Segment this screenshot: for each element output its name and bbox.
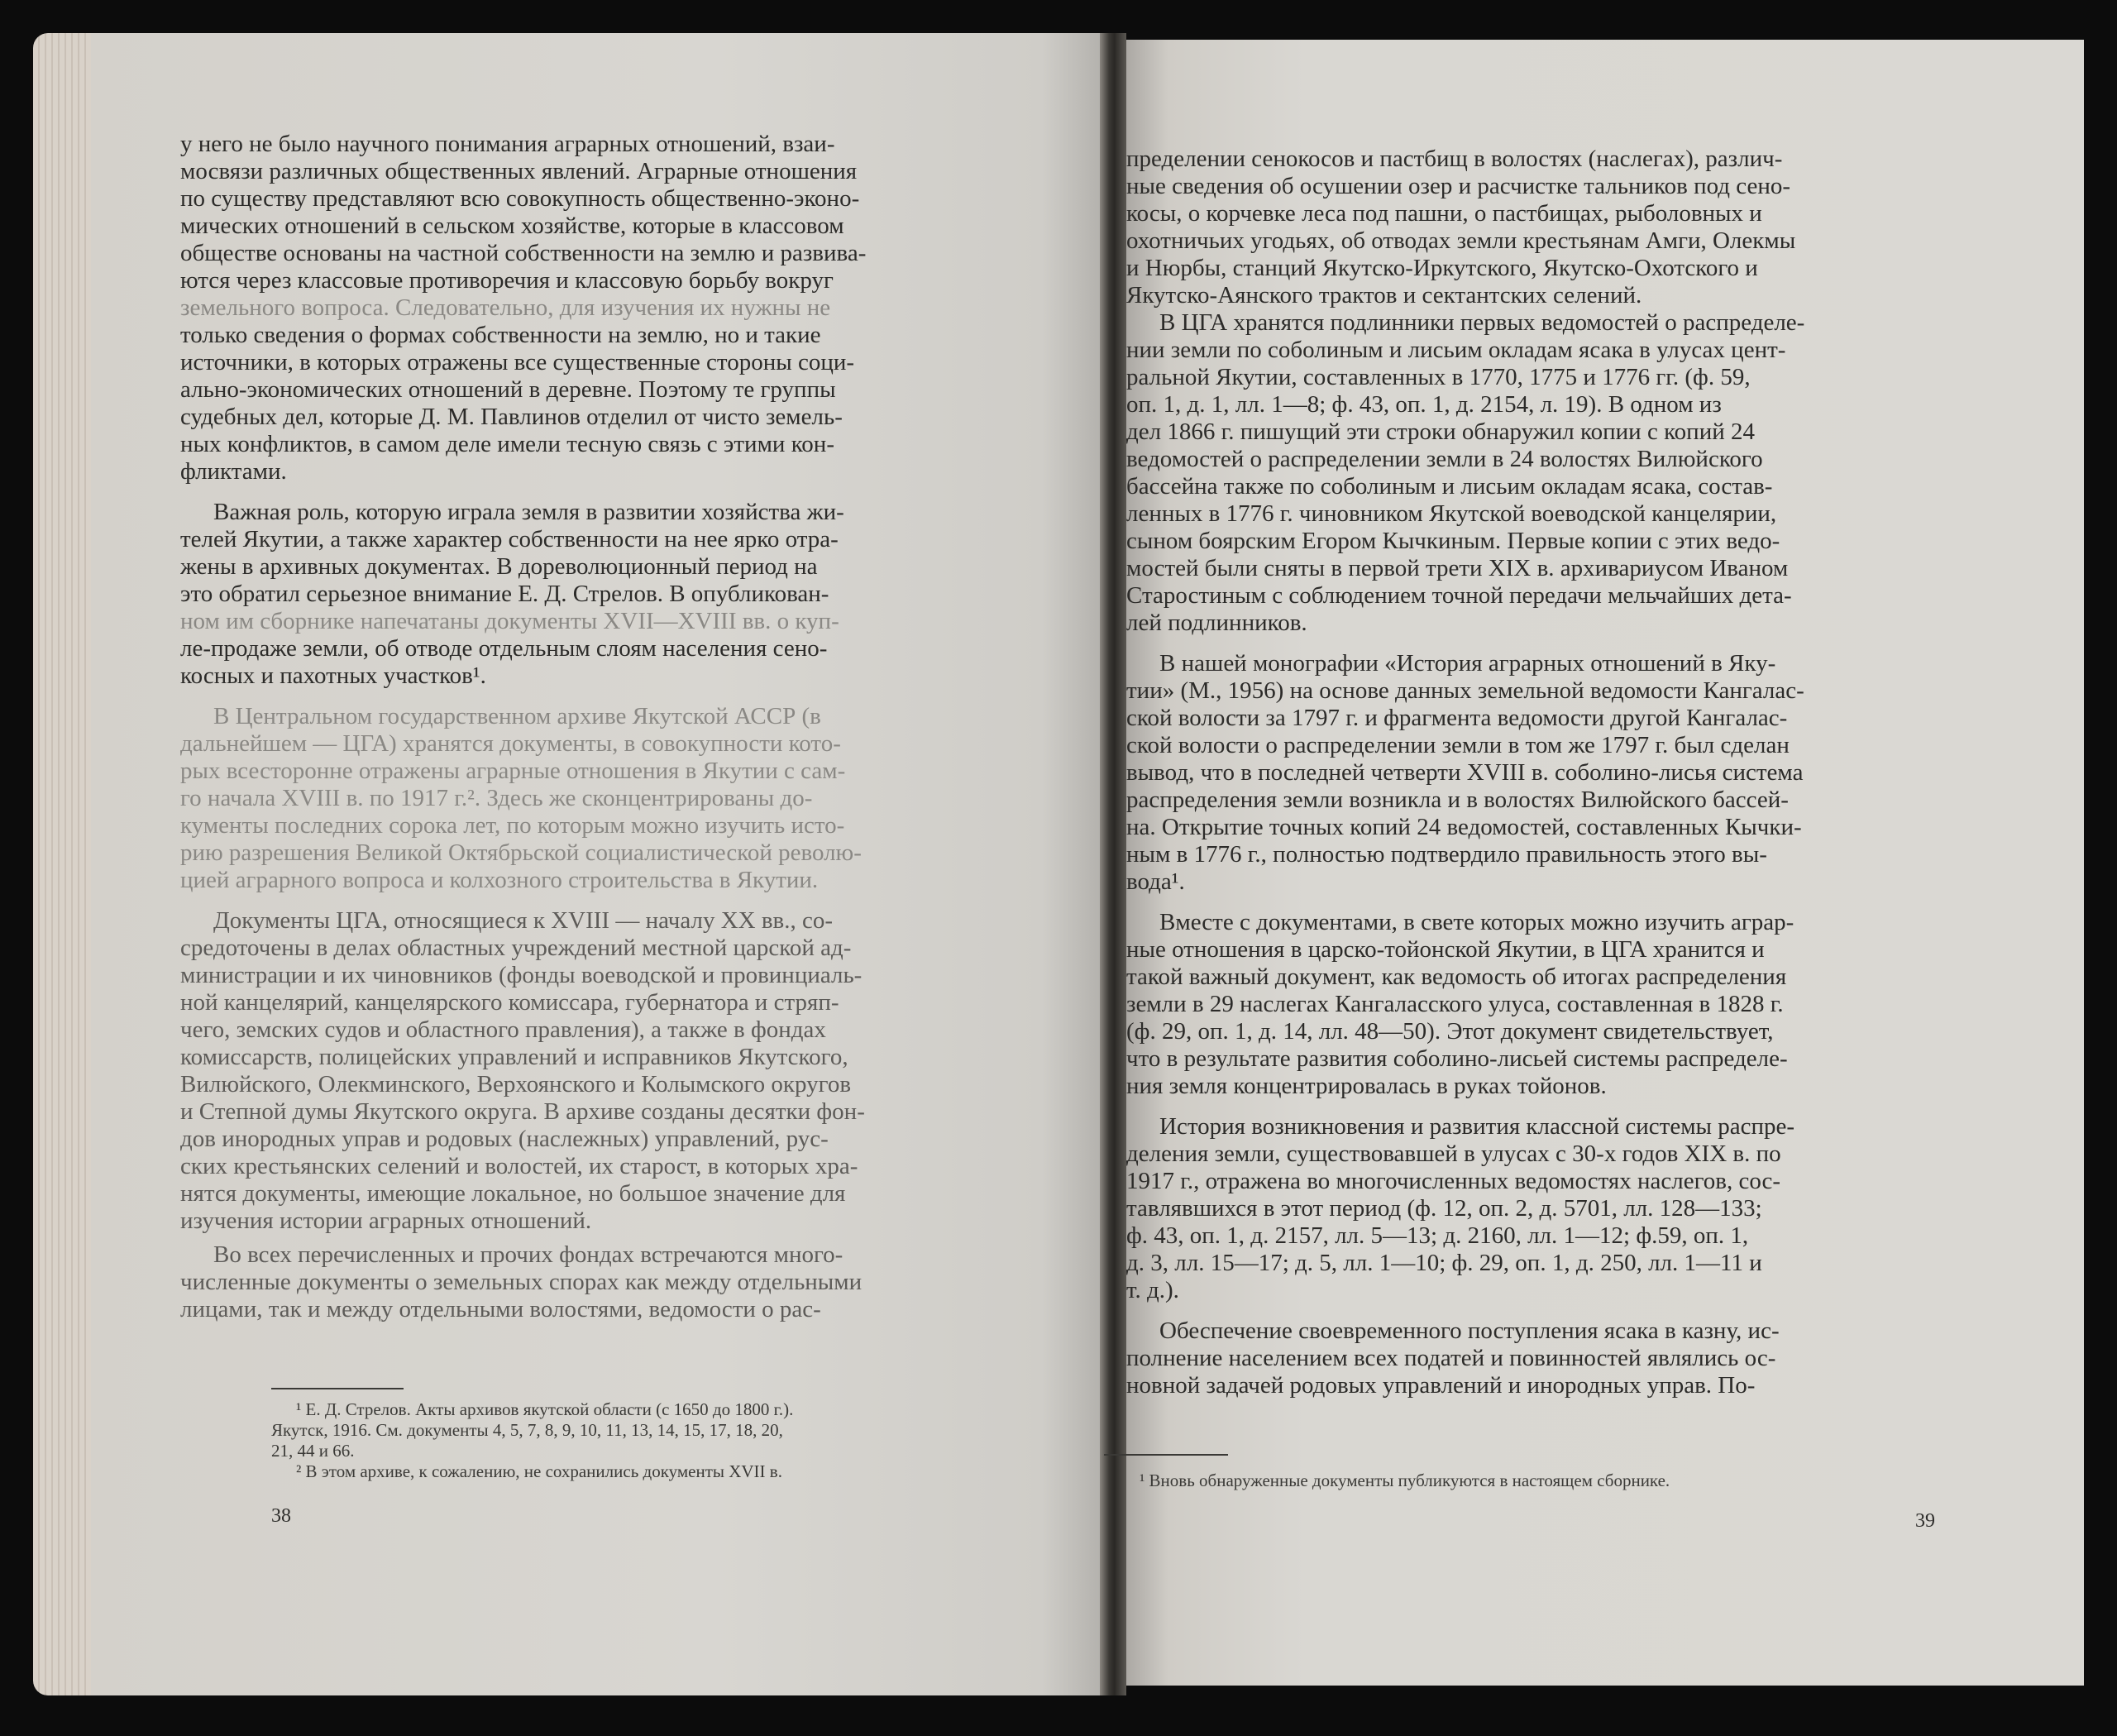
text-line: ф. 43, оп. 1, д. 2157, лл. 5—13; д. 2160, лл. 1—12; ф.59, оп. 1,	[1126, 1222, 1749, 1249]
text-line: комиссарств, полицейских управлений и исправников Якутского,	[180, 1044, 848, 1070]
text-line: и Нюрбы, станций Якутско-Иркутского, Якутско-Охотского и	[1126, 255, 1758, 281]
text-line: источники, в которых отражены все существенные стороны соци-	[180, 349, 855, 375]
text-line: судебных дел, которые Д. М. Павлинов отделил от чисто земель-	[180, 404, 843, 430]
text-line: мосвязи различных общественных явлений. Аграрные отношения	[180, 158, 858, 184]
text-line: мических отношений в сельском хозяйстве, которые в классовом	[180, 213, 844, 239]
text-line: охотничьих угодьях, об отводах земли крестьянам Амги, Олекмы	[1126, 227, 1796, 254]
text-line: ской волости о распределении земли в том же 1797 г. был сделан	[1126, 732, 1790, 758]
text-line: Якутско-Аянского трактов и сектантских селений.	[1126, 282, 1642, 308]
text-line: лей подлинников.	[1126, 610, 1307, 636]
text-line: Важная роль, которую играла земля в развитии хозяйства жи-	[213, 499, 844, 525]
text-line: новной задачей родовых управлений и инородных управ. По-	[1126, 1372, 1756, 1399]
text-line: жены в архивных документах. В дореволюционный период на	[180, 553, 818, 580]
footnote-line: 21, 44 и 66.	[271, 1441, 355, 1461]
text-line: ведомостей о распределении земли в 24 волостях Вилюйского	[1126, 446, 1763, 472]
text-line: численные документы о земельных спорах как между отдельными	[180, 1269, 863, 1295]
text-line: чего, земских судов и областного правления), а также в фондах	[180, 1016, 826, 1043]
text-line: нятся документы, имеющие локальное, но большое значение для	[180, 1180, 846, 1207]
text-line: ные отношения в царско-тойонской Якутии, в ЦГА хранится и	[1126, 936, 1765, 963]
footnote-line: ¹ Е. Д. Стрелов. Акты архивов якутской области (с 1650 до 1800 г.).	[296, 1399, 794, 1419]
text-line: ле-продаже земли, об отводе отдельным слоям населения сено-	[180, 635, 828, 662]
text-line: фликтами.	[180, 458, 287, 485]
text-line: рию разрешения Великой Октябрьской социалистической револю-	[180, 839, 862, 866]
text-line: В ЦГА хранятся подлинники первых ведомостей о распределе-	[1159, 309, 1805, 336]
page-number: 38	[271, 1505, 291, 1527]
text-line: по существу представляют всю совокупность общественно-эконо-	[180, 185, 860, 212]
text-line: тии» (М., 1956) на основе данных земельной ведомости Кангалас-	[1126, 677, 1804, 704]
text-line: ской волости за 1797 г. и фрагмента ведомости другой Кангалас-	[1126, 705, 1788, 731]
text-line: это обратил серьезное внимание Е. Д. Стрелов. В опубликован-	[180, 581, 829, 607]
text-line: ной канцелярий, канцелярского комиссара, губернатора и стряп-	[180, 989, 839, 1016]
text-line: ном им сборнике напечатаны документы XVII—XVIII вв. о куп-	[180, 608, 839, 634]
page-number: 39	[1915, 1510, 1935, 1532]
text-line: лицами, так и между отдельными волостями, ведомости о рас-	[180, 1296, 821, 1322]
text-line: ным в 1776 г., полностью подтвердило правильность этого вы-	[1126, 841, 1767, 868]
right-page-body	[1126, 146, 2052, 1399]
text-line: косы, о корчевке леса под пашни, о пастбищах, рыболовных и	[1126, 200, 1762, 227]
text-line: рых всесторонне отражены аграрные отношения в Якутии с сам-	[180, 758, 846, 784]
text-line: дальнейшем — ЦГА) хранятся документы, в совокупности кото-	[180, 730, 841, 757]
text-line: у него не было научного понимания аграрных отношений, взаи-	[180, 131, 835, 157]
left-page-body	[180, 131, 1111, 1323]
text-line: ленных в 1776 г. чиновником Якутской воеводской канцелярии,	[1126, 500, 1777, 527]
text-line: Вместе с документами, в свете которых можно изучить аграр-	[1159, 909, 1794, 935]
text-line: и Степной думы Якутского округа. В архиве созданы десятки фон-	[180, 1098, 865, 1125]
text-line: сыном боярским Егором Кычкиным. Первые копии с этих ведо-	[1126, 528, 1780, 554]
text-line: пределении сенокосов и пастбищ в волостях (наслегах), различ-	[1126, 146, 1783, 172]
footnote-line: ² В этом архиве, к сожалению, не сохранились документы XVII в.	[296, 1461, 782, 1481]
text-line: ально-экономических отношений в деревне. Поэтому те группы	[180, 376, 836, 403]
text-line: нии земли по соболиным и лисьим окладам ясака в улусах цент-	[1126, 337, 1786, 363]
text-line: бассейна также по соболиным и лисьим окладам ясака, состав-	[1126, 473, 1773, 500]
text-line: оп. 1, д. 1, лл. 1—8; ф. 43, оп. 1, д. 2154, л. 19). В одном из	[1126, 391, 1722, 418]
text-line: такой важный документ, как ведомость об итогах распределения	[1126, 964, 1787, 990]
text-line: дов инородных управ и родовых (наслежных) управлений, рус-	[180, 1126, 829, 1152]
text-line: министрации и их чиновников (фонды воеводской и провинциаль-	[180, 962, 863, 988]
text-line: изучения истории аграрных отношений.	[180, 1208, 592, 1234]
text-line: земельного вопроса. Следовательно, для изучения их нужны не	[180, 294, 831, 321]
text-line: телей Якутии, а также характер собственности на нее ярко отра-	[180, 526, 839, 552]
text-line: ния земля концентрировалась в руках тойонов.	[1126, 1073, 1607, 1099]
text-line: История возникновения и развития классной системы распре-	[1159, 1113, 1795, 1140]
text-line: вывод, что в последней четверти XVIII в. соболино-лисья система	[1126, 759, 1804, 786]
text-line: полнение населением всех податей и повинностей являлись ос-	[1126, 1345, 1776, 1371]
text-line: Документы ЦГА, относящиеся к XVIII — началу XX вв., со-	[213, 907, 834, 934]
text-line: 1917 г., отражена во многочисленных ведомостях наслегов, сос-	[1126, 1168, 1781, 1194]
text-line: на. Открытие точных копий 24 ведомостей, составленных Кычки-	[1126, 814, 1802, 840]
text-line: Старостиным с соблюдением точной передачи мельчайших дета-	[1126, 582, 1792, 609]
text-line: ные сведения об осушении озер и расчистке тальников под сено-	[1126, 173, 1791, 199]
text-line: Во всех перечисленных и прочих фондах встречаются много-	[213, 1241, 843, 1268]
text-line: обществе основаны на частной собственности на землю и развива-	[180, 240, 867, 266]
text-line: деления земли, существовавшей в улусах с 30-х годов XIX в. по	[1126, 1141, 1781, 1167]
text-line: ются через классовые противоречия и классовую борьбу вокруг	[180, 267, 834, 294]
text-line: дел 1866 г. пишущий эти строки обнаружил копии с копий 24	[1126, 418, 1755, 445]
text-line: земли в 29 наслегах Кангаласского улуса, составленная в 1828 г.	[1126, 991, 1784, 1017]
text-line: тавлявшихся в этот период (ф. 12, оп. 2, д. 5701, лл. 128—133;	[1126, 1195, 1762, 1222]
right-footnotes	[1140, 1471, 2041, 1491]
footnote-rule	[271, 1388, 404, 1389]
text-line: мостей были сняты в первой трети XIX в. архивариусом Иваном	[1126, 555, 1789, 581]
text-line: Обеспечение своевременного поступления ясака в казну, ис-	[1159, 1318, 1780, 1344]
text-line: т. д.).	[1126, 1277, 1179, 1303]
text-line: ральной Якутии, составленных в 1770, 1775 и 1776 гг. (ф. 59,	[1126, 364, 1751, 390]
text-line: распределения земли возникла и в волостях Вилюйского бассей-	[1126, 787, 1789, 813]
text-line: средоточены в делах областных учреждений местной царской ад-	[180, 935, 852, 961]
text-line: ских крестьянских селений и волостей, их старост, в которых хра-	[180, 1153, 858, 1179]
text-line: (ф. 29, оп. 1, д. 14, лл. 48—50). Этот документ свидетельствует,	[1126, 1018, 1774, 1045]
text-line: В нашей монографии «История аграрных отношений в Яку-	[1159, 650, 1776, 677]
text-line: вода¹.	[1126, 868, 1185, 895]
text-line: что в результате развития соболино-лисьей системы распределе-	[1126, 1045, 1788, 1072]
text-line: кументы последних сорока лет, по которым можно изучить исто-	[180, 812, 845, 839]
text-line: В Центральном государственном архиве Якутской АССР (в	[213, 703, 821, 729]
footnote-rule	[1104, 1454, 1228, 1456]
text-line: цией аграрного вопроса и колхозного строительства в Якутии.	[180, 867, 819, 893]
text-line: ных конфликтов, в самом деле имели тесную связь с этими кон-	[180, 431, 834, 457]
text-line: го начала XVIII в. по 1917 г.². Здесь же сконцентрированы до-	[180, 785, 813, 811]
footnote-line: ¹ Вновь обнаруженные документы публикуются в настоящем сборнике.	[1140, 1471, 1670, 1490]
left-footnotes	[271, 1399, 1106, 1482]
text-line: только сведения о формах собственности на землю, но и такие	[180, 322, 821, 348]
text-line: косных и пахотных участков¹.	[180, 662, 486, 689]
text-line: д. 3, лл. 15—17; д. 5, лл. 1—10; ф. 29, оп. 1, д. 250, лл. 1—11 и	[1126, 1250, 1762, 1276]
footnote-line: Якутск, 1916. См. документы 4, 5, 7, 8, 9, 10, 11, 13, 14, 15, 17, 18, 20,	[271, 1420, 783, 1440]
text-line: Вилюйского, Олекминского, Верхоянского и Колымского округов	[180, 1071, 852, 1098]
